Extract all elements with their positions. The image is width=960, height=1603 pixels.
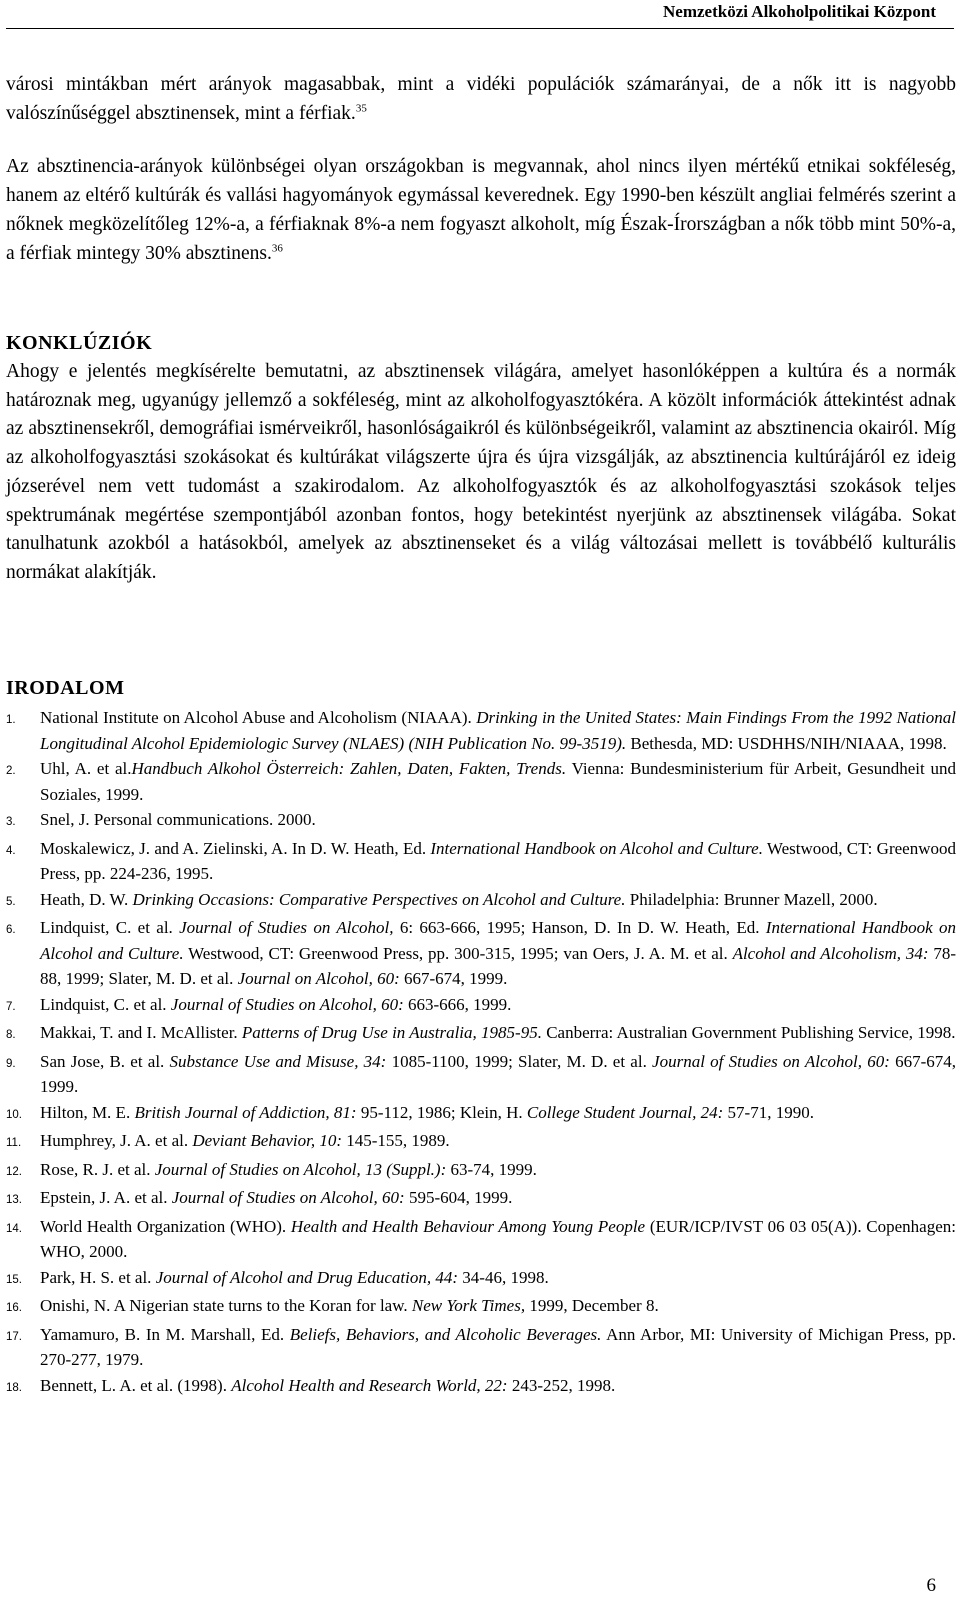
reference-number: 13. xyxy=(6,1194,22,1206)
reference-text xyxy=(40,1157,956,1186)
reference-title: Drinking Occasions: Comparative Perspectives on Alcohol and Culture. xyxy=(132,889,626,909)
reference-segment: Snel, J. Personal communications. 2000. xyxy=(40,810,316,829)
reference-segment: Makkai, T. and I. McAllister. xyxy=(40,1023,242,1042)
reference-item xyxy=(6,1100,956,1129)
reference-segment: Humphrey, J. A. et al. xyxy=(40,1131,193,1150)
reference-number: 12. xyxy=(6,1165,22,1178)
reference-title: Substance Use and Misuse, 34: xyxy=(169,1051,387,1071)
reference-title: International Handbook on Alcohol and Culture. xyxy=(40,918,956,963)
reference-title: Beliefs, Behaviors, and Alcoholic Beverages. xyxy=(289,1324,602,1344)
reference-number: 10. xyxy=(6,1108,22,1121)
reference-number: 14. xyxy=(6,1222,22,1235)
reference-segment: Moskalewicz, J. and A. Zielinski, A. In D. W. Heath, Ed. xyxy=(40,838,431,858)
reference-title: Drinking in the United States: Main Findings From the 1992 National Longitudinal Alcohol Epidemiologic Survey (NLAES) (NIH Publication No. 99-3519). xyxy=(40,708,956,753)
paragraph-1-text: városi mintákban mért arányok magasabbak, mint a vidéki populációk számarányai, de a nők itt is nagyobb valószínűséggel absztinensek, mint a férfiak. xyxy=(6,74,956,124)
reference-item xyxy=(6,836,956,887)
reference-segment: 95-112, 1986; Klein, H. xyxy=(356,1102,527,1122)
reference-segment: Heath, D. W. xyxy=(40,889,133,909)
reference-segment: 595-604, 1999. xyxy=(404,1188,513,1207)
reference-segment: 1085-1100, 1999; Slater, M. D. et al. xyxy=(386,1051,653,1071)
reference-segment: Park, H. S. et al. xyxy=(40,1267,156,1287)
reference-text xyxy=(40,992,956,1021)
reference-segment: 145-155, 1989. xyxy=(342,1131,450,1150)
reference-segment: Lindquist, C. et al. xyxy=(40,918,180,937)
reference-item xyxy=(6,915,956,992)
reference-segment: 6: 663-666, 1995; Hanson, D. In D. W. Heath, Ed. xyxy=(393,918,766,937)
reference-text xyxy=(40,1128,956,1157)
reference-segment: San Jose, B. et al. xyxy=(40,1051,170,1071)
reference-title: Deviant Behavior, 10: xyxy=(192,1131,343,1150)
reference-title: Alcohol Health and Research World, 22: xyxy=(231,1375,508,1395)
reference-segment: (EUR/ICP/IVST 06 03 05(A)). Copenhagen: WHO, 2000. xyxy=(40,1216,956,1261)
reference-segment: Onishi, N. A Nigerian state turns to the Koran for law. xyxy=(40,1296,412,1315)
reference-item xyxy=(6,807,956,836)
reference-segment: Philadelphia: Brunner Mazell, 2000. xyxy=(625,889,878,909)
reference-item xyxy=(6,1128,956,1157)
reference-item xyxy=(6,705,956,756)
reference-segment: Westwood, CT: Greenwood Press, pp. 300-315, 1995; van Oers, J. A. M. et al. xyxy=(183,943,733,963)
reference-number: 16. xyxy=(6,1302,22,1314)
reference-text xyxy=(40,836,956,887)
reference-text xyxy=(40,1373,956,1402)
page-number: 6 xyxy=(926,1575,936,1596)
reference-segment: 34-46, 1998. xyxy=(458,1267,549,1287)
footnote-ref-35: 35 xyxy=(355,102,367,115)
reference-number: 8. xyxy=(6,1029,16,1041)
reference-segment: Uhl, A. et al. xyxy=(40,759,132,778)
reference-text xyxy=(40,1049,956,1100)
reference-text xyxy=(40,1322,956,1373)
paragraph-1 xyxy=(6,70,956,128)
reference-title: Journal of Alcohol and Drug Education, 44: xyxy=(155,1267,459,1287)
reference-item xyxy=(6,1049,956,1100)
reference-segment: National Institute on Alcohol Abuse and Alcoholism (NIAAA). xyxy=(40,708,477,727)
reference-title: College Student Journal, 24: xyxy=(526,1102,724,1122)
reference-title: Journal of Studies on Alcohol, 13 (Suppl.): xyxy=(154,1159,447,1179)
reference-number: 11. xyxy=(6,1137,22,1149)
reference-title: Patterns of Drug Use in Australia, 1985-95. xyxy=(241,1023,542,1042)
reference-item xyxy=(6,756,956,807)
reference-item xyxy=(6,1322,956,1373)
paragraph-2-text: Az absztinencia-arányok különbségei olyan országokban is megvannak, ahol nincs ilyen mértékű etnikai sokféleség, hanem az eltérő kultúrák és vallási hagyományok egymással keverednek. Egy 1990-ben készült angliai felmérés szerint a nőknek megközelítőleg 12%-a, a férfiaknak 8%-a nem fogyaszt alkoholt, míg Észak-Írországban a nők több mint 50%-a, a férfiak mintegy 30% absztinens. xyxy=(6,156,956,264)
reference-segment: Vienna: Bundesministerium für Arbeit, Gesundheit und Soziales, 1999. xyxy=(40,759,956,804)
reference-item xyxy=(6,1373,956,1402)
reference-title: British Journal of Addiction, 81: xyxy=(134,1102,357,1122)
header-rule xyxy=(6,28,954,29)
reference-title: New York Times, xyxy=(411,1296,526,1315)
reference-title: Journal of Studies on Alcohol, 60: xyxy=(170,994,404,1014)
reference-item xyxy=(6,1265,956,1294)
reference-number: 15. xyxy=(6,1273,22,1286)
conclusion-text: Ahogy e jelentés megkísérelte bemutatni, az absztinensek világára, amelyet hasonlóképpen a kultúra és a normák határoznak meg, ugyanúgy jellemző a sokféleség, mint az alkoholfogyasztókéra. A közölt információk áttekintést adnak az absztinensekről, demográfiai ismérveikről, hasonlóságaikról és különbségeikről, valamint az absztinencia okairól. Míg az alkoholfogyasztási szokásokat és kultúrákat világszerte újra és újra vizsgálják, az absztinencia kultúrájáról ez ideig józserével nem vett tudomást a szakirodalom. Az alkoholfogyasztók és az alkoholfogyasztási szokások teljes spektrumának megértése szempontjából azonban fontos, hogy betekintést nyerjünk az absztinensek világába. Sokat tanulhatunk azokból a hatásokból, amelyek az absztinenseket és a világ változásai mellett is továbbélő kulturális normákat alakítják. xyxy=(6,361,956,583)
reference-number: 3. xyxy=(6,816,16,828)
reference-text xyxy=(40,1265,956,1294)
reference-segment: 57-71, 1990. xyxy=(723,1102,814,1122)
reference-segment: 63-74, 1999. xyxy=(446,1159,537,1179)
reference-segment: 1999, December 8. xyxy=(525,1296,659,1315)
reference-segment: Bethesda, MD: USDHHS/NIH/NIAAA, 1998. xyxy=(626,733,947,753)
reference-item xyxy=(6,887,956,916)
reference-title: Journal of Studies on Alcohol, 60: xyxy=(652,1051,890,1071)
reference-title: Journal of Studies on Alcohol, 60: xyxy=(171,1188,405,1207)
reference-number: 9. xyxy=(6,1057,16,1070)
reference-text xyxy=(40,756,956,807)
references-heading: IRODALOM xyxy=(6,677,125,699)
reference-number: 4. xyxy=(6,844,16,857)
reference-list xyxy=(6,705,956,1401)
reference-number: 17. xyxy=(6,1330,22,1343)
reference-segment: Bennett, L. A. et al. (1998). xyxy=(40,1375,232,1395)
reference-item xyxy=(6,1214,956,1265)
reference-segment: World Health Organization (WHO). xyxy=(40,1216,291,1236)
reference-text xyxy=(40,1100,956,1129)
reference-item xyxy=(6,992,956,1021)
reference-segment: Rose, R. J. et al. xyxy=(40,1159,155,1179)
reference-segment: Epstein, J. A. et al. xyxy=(40,1188,172,1207)
reference-text xyxy=(40,1293,956,1322)
reference-title: International Handbook on Alcohol and Culture. xyxy=(430,838,763,858)
reference-text xyxy=(40,1185,956,1214)
reference-segment: Lindquist, C. et al. xyxy=(40,994,171,1014)
reference-segment: Canberra: Australian Government Publishing Service, 1998. xyxy=(541,1023,956,1042)
reference-segment: 243-252, 1998. xyxy=(507,1375,616,1395)
reference-title: Alcohol and Alcoholism, 34: xyxy=(732,943,929,963)
reference-text xyxy=(40,705,956,756)
reference-item xyxy=(6,1157,956,1186)
reference-title: Health and Health Behaviour Among Young People xyxy=(290,1216,646,1236)
reference-title: Handbuch Alkohol Österreich: Zahlen, Daten, Fakten, Trends. xyxy=(131,759,567,778)
reference-title: Journal of Studies on Alcohol, xyxy=(179,918,394,937)
reference-segment: 78-88, 1999; Slater, M. D. et al. xyxy=(40,943,956,988)
reference-segment: 663-666, 1999. xyxy=(403,994,512,1014)
reference-number: 18. xyxy=(6,1381,22,1394)
reference-number: 5. xyxy=(6,895,16,908)
reference-item xyxy=(6,1020,956,1049)
footnote-ref-36: 36 xyxy=(271,242,283,255)
reference-text xyxy=(40,915,956,992)
running-header: Nemzetközi Alkoholpolitikai Központ xyxy=(663,2,936,21)
reference-text xyxy=(40,887,956,916)
reference-number: 2. xyxy=(6,765,16,777)
reference-segment: Hilton, M. E. xyxy=(40,1102,135,1122)
reference-text xyxy=(40,807,956,836)
reference-number: 7. xyxy=(6,1000,16,1013)
reference-segment: Yamamuro, B. In M. Marshall, Ed. xyxy=(40,1324,290,1344)
reference-number: 6. xyxy=(6,924,16,936)
reference-number: 1. xyxy=(6,714,16,726)
reference-title: Journal on Alcohol, 60: xyxy=(237,969,400,988)
reference-segment: 667-674, 1999. xyxy=(399,969,508,988)
reference-segment: 667-674, 1999. xyxy=(40,1051,956,1096)
reference-item xyxy=(6,1293,956,1322)
reference-item xyxy=(6,1185,956,1214)
paragraph-2 xyxy=(6,152,956,268)
reference-segment: Westwood, CT: Greenwood Press, pp. 224-236, 1995. xyxy=(40,838,956,883)
reference-text xyxy=(40,1214,956,1265)
reference-segment: Ann Arbor, MI: University of Michigan Press, pp. 270-277, 1979. xyxy=(40,1324,957,1369)
reference-text xyxy=(40,1020,956,1049)
conclusion-heading: KONKLÚZIÓK xyxy=(6,332,153,354)
